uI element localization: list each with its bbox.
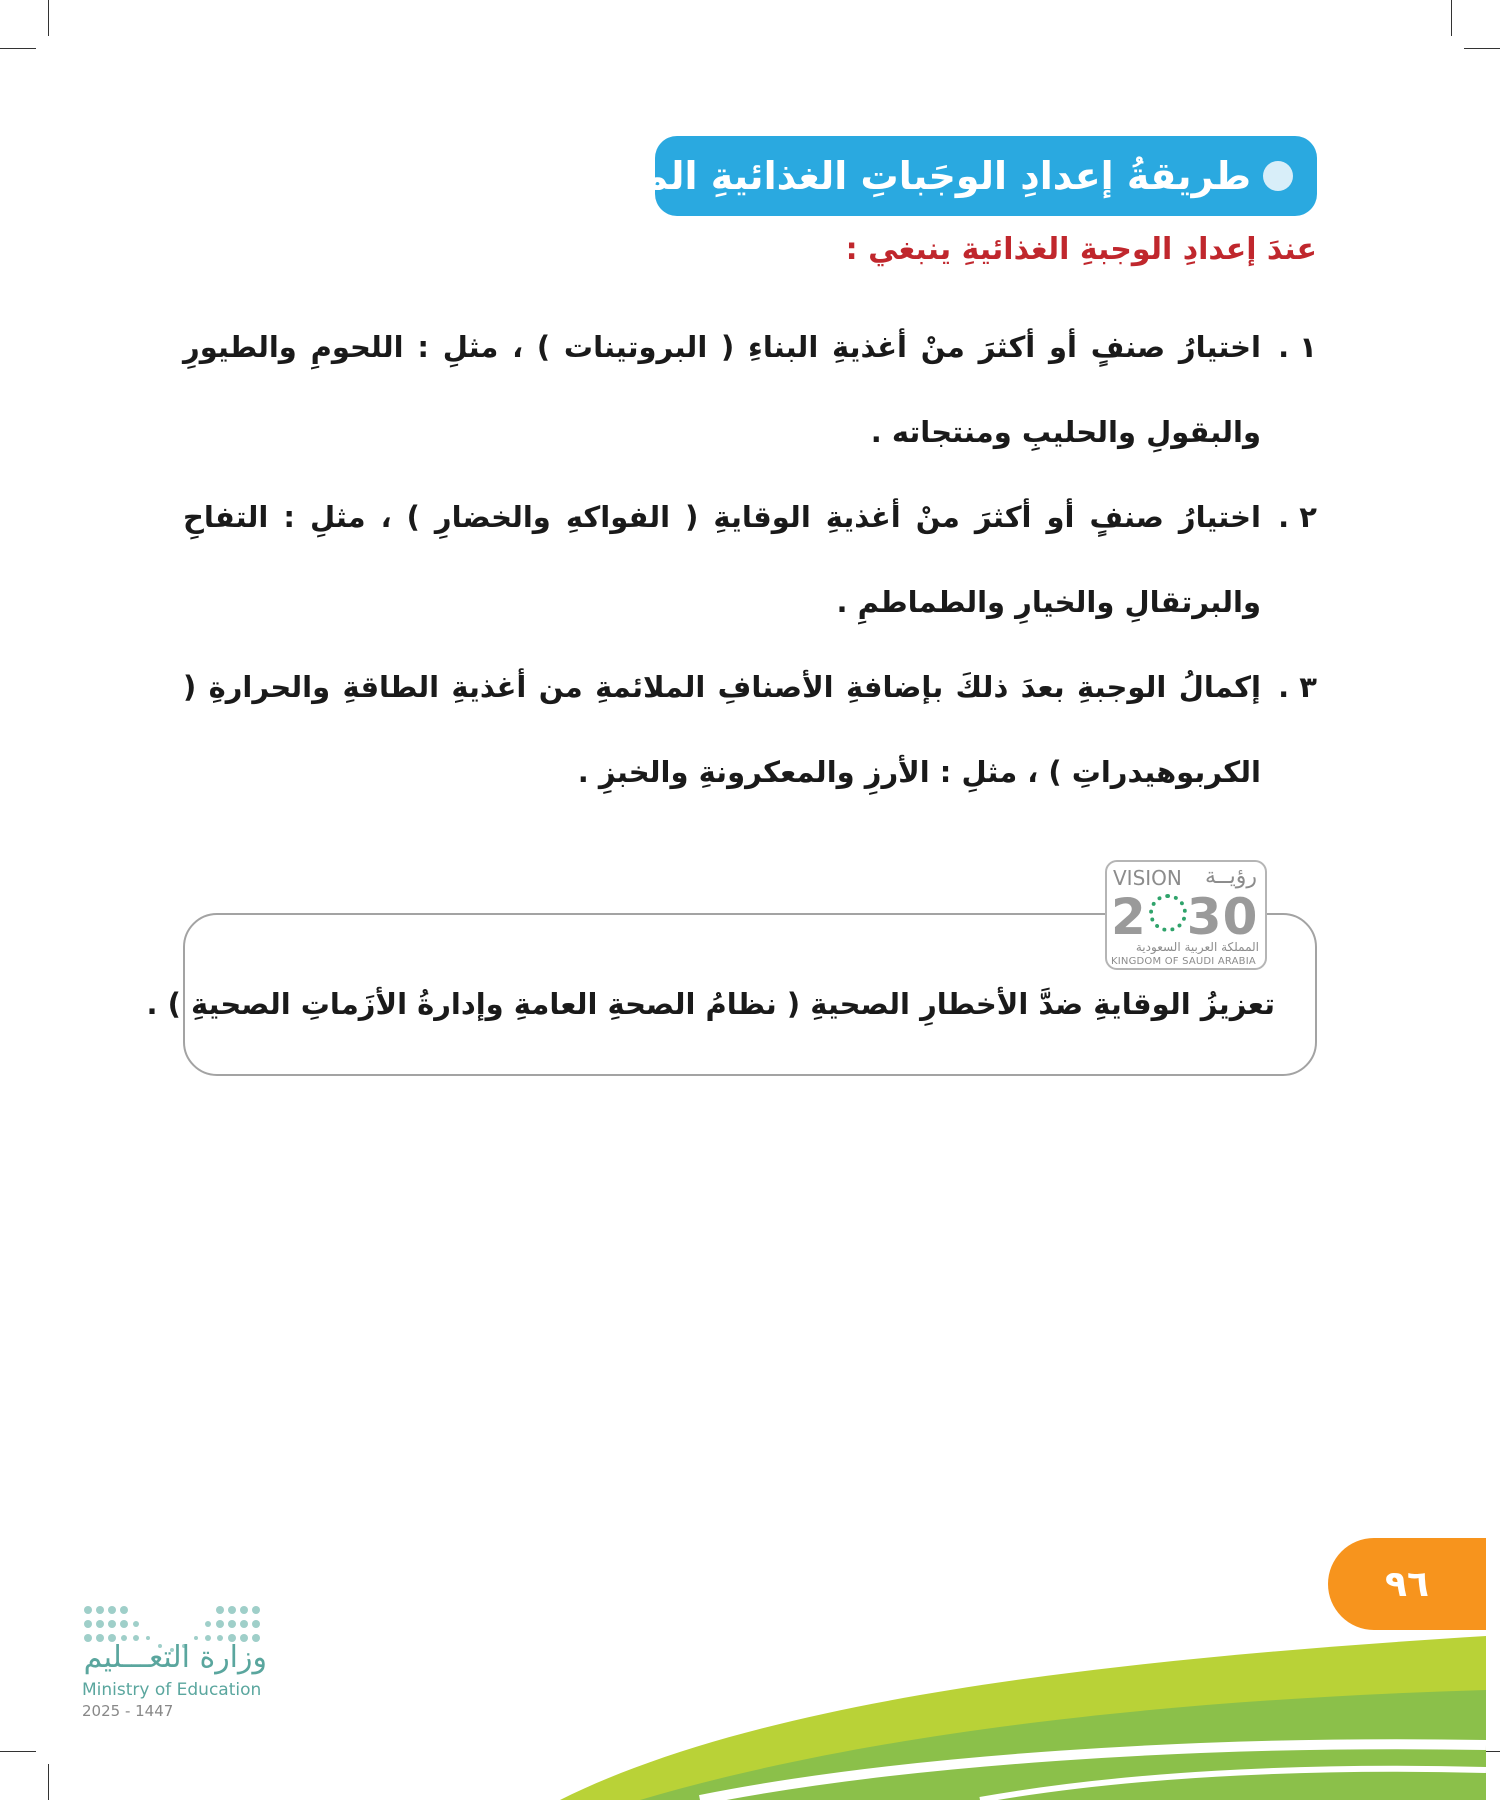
note-text: تعزيزُ الوقايةِ ضدَّ الأخطارِ الصحيةِ ( نظامُ الصحةِ العامةِ وإدارةُ الأزَماتِ الصحيةِ ) .: [146, 987, 1275, 1021]
page-number-tab: [1328, 1538, 1486, 1630]
ministry-name-en: Ministry of Education: [82, 1680, 262, 1700]
page-number: ٩٦: [1385, 1563, 1429, 1605]
section-title: طريقةُ إعدادِ الوجَباتِ الغذائيةِ المتوازنة :: [504, 154, 1251, 198]
vision-year-left: 2: [1111, 888, 1147, 946]
step-text: اختيارُ صنفٍ أو أكثرَ منْ أغذيةِ البناءِ ( البروتينات ) ، مثلِ : اللحومِ والطيورِ والبقولِ والحليبِ ومنتجاته .: [183, 330, 1261, 449]
step-number: ٣ .: [1278, 670, 1317, 704]
step-number: ١ .: [1278, 330, 1317, 364]
ministry-year: 2025 - 1447: [82, 1702, 174, 1720]
vision-kingdom-en: KINGDOM OF SAUDI ARABIA: [1111, 956, 1256, 967]
step-text: إكمالُ الوجبةِ بعدَ ذلكَ بإضافةِ الأصنافِ الملائمةِ من أغذيةِ الطاقةِ والحرارةِ ( الكربوهيدراتِ ) ، مثلِ : الأرزِ والمعكرونةِ والخبزِ .: [183, 670, 1261, 789]
step-text: اختيارُ صنفٍ أو أكثرَ منْ أغذيةِ الوقايةِ ( الفواكهِ والخضارِ ) ، مثلِ : التفاحِ والبرتقالِ والخيارِ والطماطمِ .: [183, 500, 1261, 619]
vision-year-right: 30: [1186, 888, 1259, 946]
step-number: ٢ .: [1278, 500, 1317, 534]
vision-label-ar: رؤيــة: [1204, 864, 1257, 889]
vision-label: VISION: [1113, 866, 1182, 890]
vision-kingdom-ar: المملكة العربية السعودية: [1135, 940, 1259, 954]
lead-text: عندَ إعدادِ الوجبةِ الغذائيةِ ينبغي :: [845, 232, 1317, 267]
ministry-name-ar: وزارة التعـــليم: [83, 1640, 267, 1675]
